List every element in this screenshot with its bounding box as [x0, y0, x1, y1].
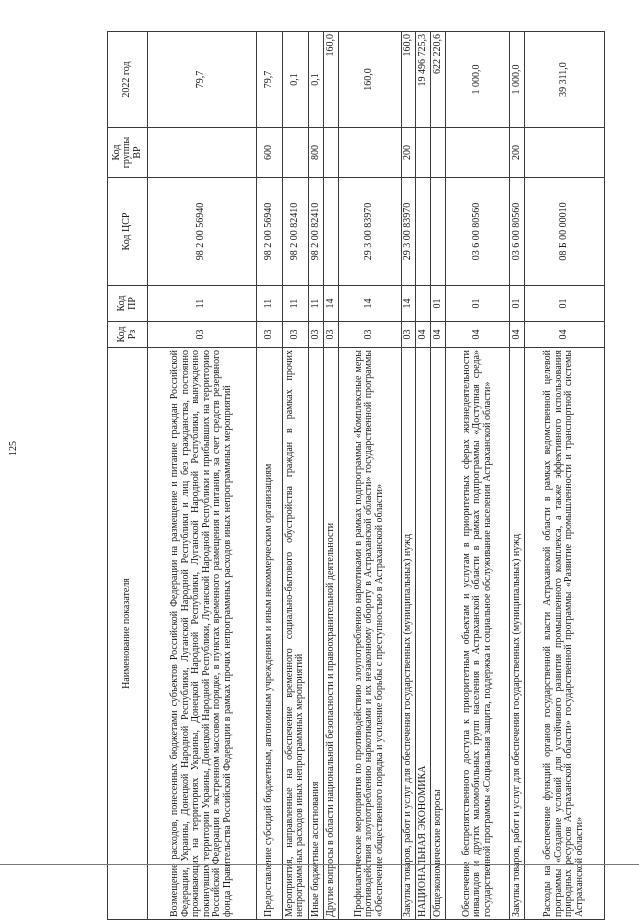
row-rz: 03	[401, 322, 416, 348]
table-row	[282, 32, 308, 920]
row-pr: 11	[256, 286, 282, 322]
row-name: Предоставление субсидий бюджетным, автономным учреждениям и иным некоммерческим организациям	[256, 348, 282, 920]
row-sum: 0,1	[282, 32, 308, 128]
row-csr: 29 3 00 83970	[338, 178, 401, 286]
row-name: Мероприятия, направленные на обеспечение временного социально-бытового обустройства граждан в рамках прочих непрограммных расходов иных непрограммных мероприятий	[282, 348, 308, 920]
table-row	[256, 32, 282, 920]
row-csr	[431, 178, 446, 286]
row-sum: 1 000,0	[446, 32, 510, 128]
table-row	[446, 32, 510, 920]
table-row	[323, 32, 338, 920]
row-name: Общеэкономические вопросы	[431, 348, 446, 920]
table-row	[510, 32, 525, 920]
table-row	[401, 32, 416, 920]
row-vr	[416, 128, 431, 178]
row-pr: 11	[309, 286, 324, 322]
row-pr: 14	[323, 286, 338, 322]
row-sum: 19 496 725,3	[416, 32, 431, 128]
row-sum: 79,7	[148, 32, 257, 128]
row-sum: 79,7	[256, 32, 282, 128]
row-rz: 04	[431, 322, 446, 348]
row-rz: 04	[446, 322, 510, 348]
row-sum: 0,1	[309, 32, 324, 128]
row-name: НАЦИОНАЛЬНАЯ ЭКОНОМИКА	[416, 348, 431, 920]
page-number: 125	[8, 441, 19, 456]
row-rz: 03	[309, 322, 324, 348]
table-row	[309, 32, 324, 920]
page-bottom-line	[0, 864, 639, 865]
row-name: Другие вопросы в области национальной безопасности и правоохранительной деятельности	[323, 348, 338, 920]
row-vr	[446, 128, 510, 178]
table-row	[416, 32, 431, 920]
row-vr	[323, 128, 338, 178]
row-pr: 01	[431, 286, 446, 322]
row-rz: 03	[256, 322, 282, 348]
row-name: Закупка товаров, работ и услуг для обеспечения государственных (муниципальных) нужд	[510, 348, 525, 920]
row-vr	[338, 128, 401, 178]
budget-table-rotated	[107, 32, 605, 920]
header-vr: Код группы ВР	[108, 128, 148, 178]
row-name: Обеспечение беспрепятственного доступа к приоритетным объектам и услугам в приоритетных сферах жизнедеятельности инвалидов и других маломобильных групп населения в Астраханской области в рамках подпрограммы «Доступная среда» государственной программы «Социальная защита, поддержка и социальное обслуживание населения Астраханской области»	[446, 348, 510, 920]
row-csr: 08 Б 00 00010	[524, 178, 604, 286]
table-row	[431, 32, 446, 920]
row-sum: 39 311,0	[524, 32, 604, 128]
row-name: Профилактические мероприятия по противодействию злоупотреблению наркотиками в рамках подпрограммы «Комплексные меры противодействия злоупотреблению наркотиками и их незаконному обороту в Астраханской области» государственной программы «Обеспечение общественного порядка и усиление борьбы с преступностью в Астраханской области»	[338, 348, 401, 920]
header-row	[108, 32, 148, 920]
row-csr	[416, 178, 431, 286]
table-row	[524, 32, 604, 920]
row-csr: 03 6 00 80560	[510, 178, 525, 286]
row-vr: 200	[401, 128, 416, 178]
header-name: Наименование показателя	[108, 348, 148, 920]
row-vr	[282, 128, 308, 178]
row-csr: 29 3 00 83970	[401, 178, 416, 286]
row-name: Закупка товаров, работ и услуг для обеспечения государственных (муниципальных) нужд	[401, 348, 416, 920]
row-pr: 11	[282, 286, 308, 322]
row-csr: 98 2 00 82410	[309, 178, 324, 286]
row-csr: 03 6 00 80560	[446, 178, 510, 286]
row-sum: 160,0	[323, 32, 338, 128]
table-row	[338, 32, 401, 920]
budget-table	[107, 31, 605, 920]
row-sum: 1 000,0	[510, 32, 525, 128]
header-pr: Код ПР	[108, 286, 148, 322]
row-rz: 04	[510, 322, 525, 348]
row-rz: 03	[148, 322, 257, 348]
row-csr	[323, 178, 338, 286]
row-vr	[148, 128, 257, 178]
row-pr: 01	[524, 286, 604, 322]
row-csr: 98 2 00 82410	[282, 178, 308, 286]
row-pr: 11	[148, 286, 257, 322]
row-csr: 98 2 00 56940	[148, 178, 257, 286]
row-pr: 14	[338, 286, 401, 322]
header-csr: Код ЦСР	[108, 178, 148, 286]
row-pr: 01	[446, 286, 510, 322]
row-sum: 160,0	[338, 32, 401, 128]
row-csr: 98 2 00 56940	[256, 178, 282, 286]
row-pr: 01	[510, 286, 525, 322]
header-rz: Код Рз	[108, 322, 148, 348]
row-vr: 800	[309, 128, 324, 178]
row-rz: 03	[282, 322, 308, 348]
row-sum: 160,0	[401, 32, 416, 128]
row-rz: 03	[323, 322, 338, 348]
row-vr	[431, 128, 446, 178]
table-row	[148, 32, 257, 920]
row-pr: 14	[401, 286, 416, 322]
row-name: Расходы на обеспечение функций органов государственной власти Астраханской области в рамках ведомственной целевой программы «Создание условий для устойчивого развития промышленного комплекса, а также эффективного использования природных ресурсов Астраханской области» государственной программы «Развитие промышленности и транспортной системы Астраханской области»	[524, 348, 604, 920]
row-rz: 04	[524, 322, 604, 348]
row-vr: 600	[256, 128, 282, 178]
row-pr	[416, 286, 431, 322]
row-sum: 622 220,6	[431, 32, 446, 128]
row-name: Иные бюджетные ассигнования	[309, 348, 324, 920]
row-rz: 04	[416, 322, 431, 348]
row-vr	[524, 128, 604, 178]
row-vr: 200	[510, 128, 525, 178]
header-year: 2022 год	[108, 32, 148, 128]
row-rz: 03	[338, 322, 401, 348]
row-name: Возмещение расходов, понесенных бюджетами субъектов Российской Федерации на размещение и питание граждан Российской Федерации, Украины, Донецкой Народной Республики, Луганской Народной Республики и лиц без гражданства, постоянно проживающих на территориях Украины, Донецкой Народной Республики, Луганской Народной Республики, вынужденно покинувших территории Украины, Донецкой Народной Республики, Луганской Народной Республики и прибывших на территорию Российской Федерации в экстренном массовом порядке, в пунктах временного размещения и питания, за счет средств резервного фонда Правительства Российской Федерации в рамках прочих непрограммных расходов иных непрограммных мероприятий	[148, 348, 257, 920]
